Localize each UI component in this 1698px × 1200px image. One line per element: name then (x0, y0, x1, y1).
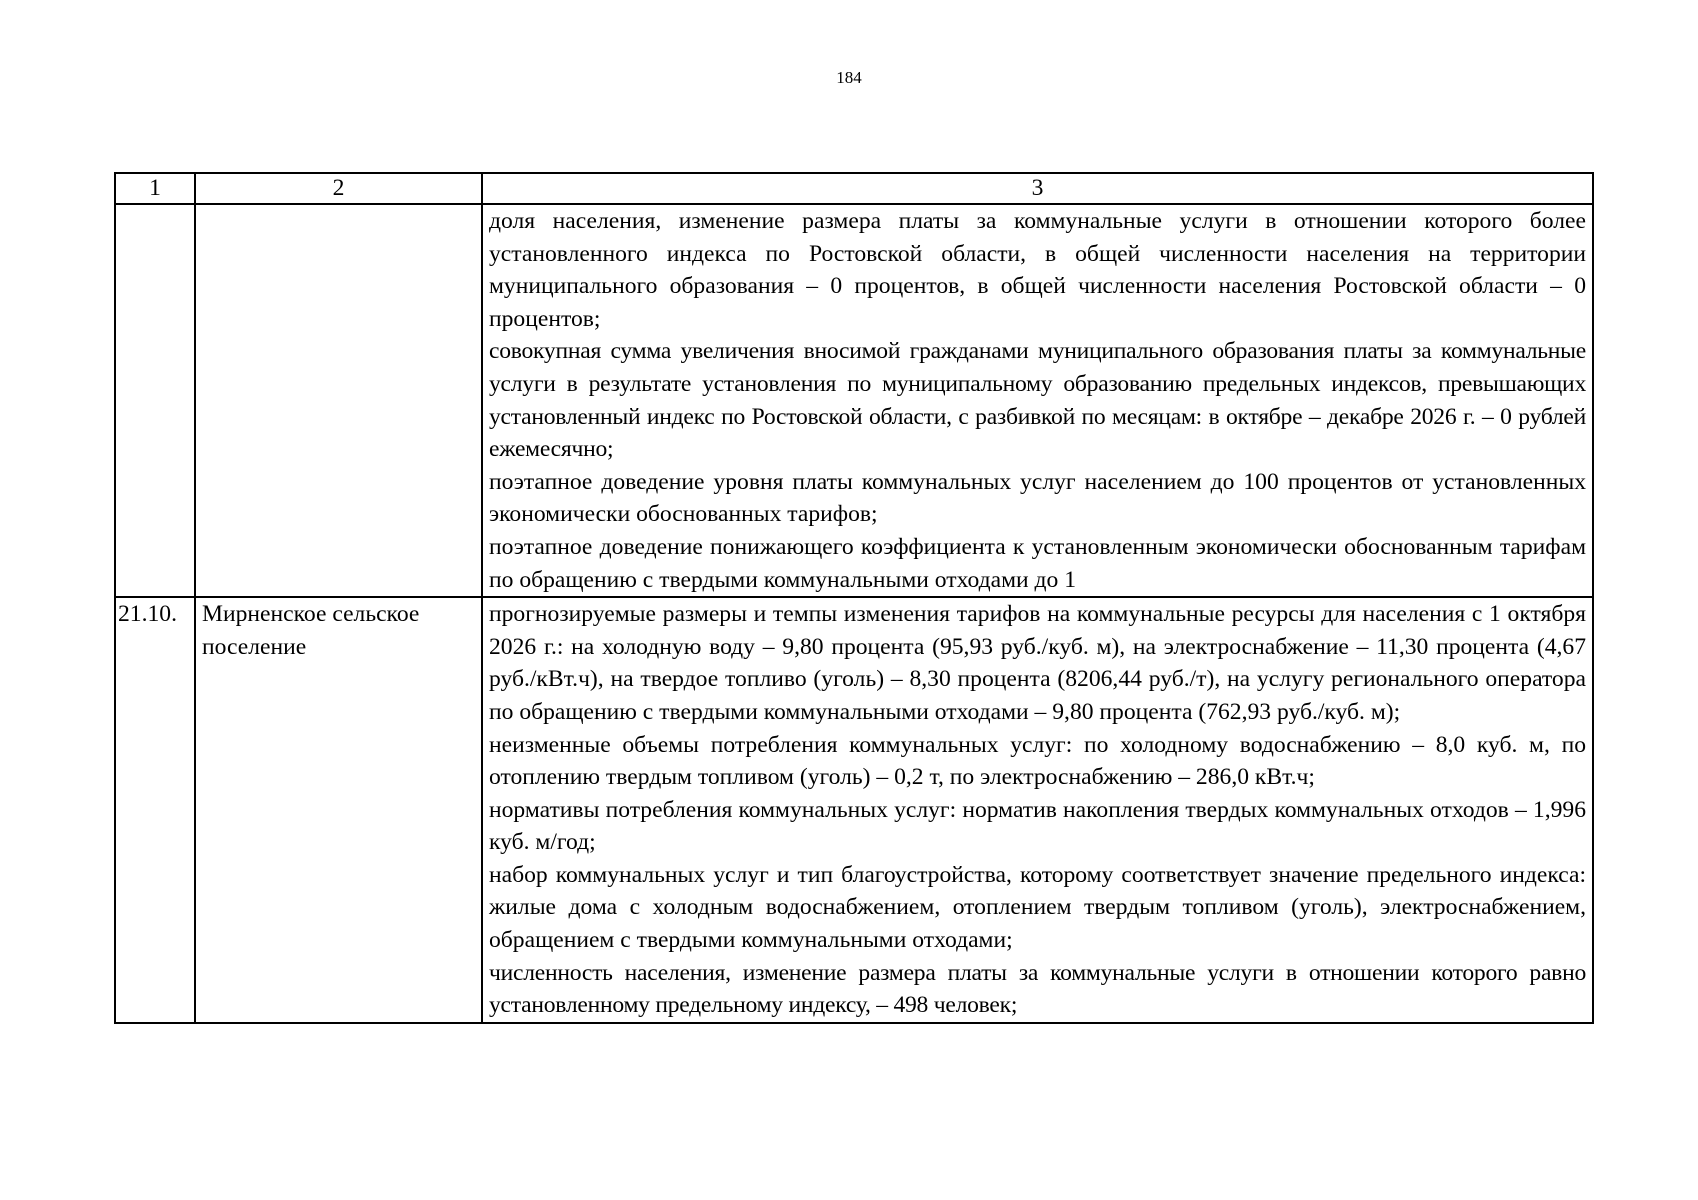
indicator-paragraph: прогнозируемые размеры и темпы изменения тарифов на коммунальные ресурсы для населения с 1 октября 2026 г.: на холодную воду – 9,80 процента (95,93 руб./куб. м), на электроснабжение – 11,30 процента (4,67 руб./кВт.ч), на твердое топливо (уголь) – 8,30 процента (8206,44 руб./т), на услугу регионального оператора по обращению с твердыми коммунальными отходами – 9,80 процента (762,93 руб./куб. м); (489, 601, 1586, 725)
table-row (115, 597, 1593, 1023)
indicator-paragraph: поэтапное доведение понижающего коэффициента к установленным экономически обоснованным тарифам по обращению с твердыми коммунальными отходами до 1 (489, 533, 1586, 593)
column-header-3: 3 (482, 173, 1593, 204)
indicator-paragraph: доля населения, изменение размера платы за коммунальные услуги в отношении которого более установленного индекса по Ростовской области, в общей численности населения на территории муниципального образования – 0 процентов, в общей численности населения Ростовской области – 0 процентов; (489, 208, 1586, 332)
page-number: 184 (836, 68, 862, 87)
table-header-row (115, 173, 1593, 204)
indicators-cell (482, 204, 1593, 597)
municipality-name-cell (195, 204, 482, 597)
indicator-paragraph: нормативы потребления коммунальных услуг: норматив накопления твердых коммунальных отходов – 1,996 куб. м/год; (489, 796, 1586, 856)
indicator-paragraph: неизменные объемы потребления коммунальных услуг: по холодному водоснабжению – 8,0 куб. м, по отоплению твердым топливом (уголь) – 0,2 т, по электроснабжению – 286,0 кВт.ч; (489, 731, 1586, 791)
indicator-paragraph: совокупная сумма увеличения вносимой гражданами муниципального образования платы за коммунальные услуги в результате установления по муниципальному образованию предельных индексов, превышающих установленный индекс по Ростовской области, с разбивкой по месяцам: в октябре – декабре 2026 г. – 0 рублей ежемесячно; (489, 338, 1586, 463)
indicator-paragraph: поэтапное доведение уровня платы коммунальных услуг населением до 100 процентов от установленных экономически обоснованных тарифов; (489, 468, 1586, 528)
document-table (114, 172, 1594, 1024)
column-header-1: 1 (115, 173, 195, 204)
row-number-cell (115, 204, 195, 597)
municipality-name-cell: Мирненское сельское поселение (195, 597, 482, 1023)
indicator-paragraph: численность населения, изменение размера платы за коммунальные услуги в отношении которого равно установленному предельному индексу, – 498 человек; (489, 959, 1586, 1019)
table-row (115, 204, 1593, 597)
indicators-cell (482, 597, 1593, 1023)
row-number-cell: 21.10. (115, 597, 195, 1023)
indicator-paragraph: набор коммунальных услуг и тип благоустройства, которому соответствует значение предельного индекса: жилые дома с холодным водоснабжением, отоплением твердым топливом (уголь), электроснабжением, обращением с твердыми коммунальными отходами; (489, 861, 1586, 954)
column-header-2: 2 (195, 173, 482, 204)
